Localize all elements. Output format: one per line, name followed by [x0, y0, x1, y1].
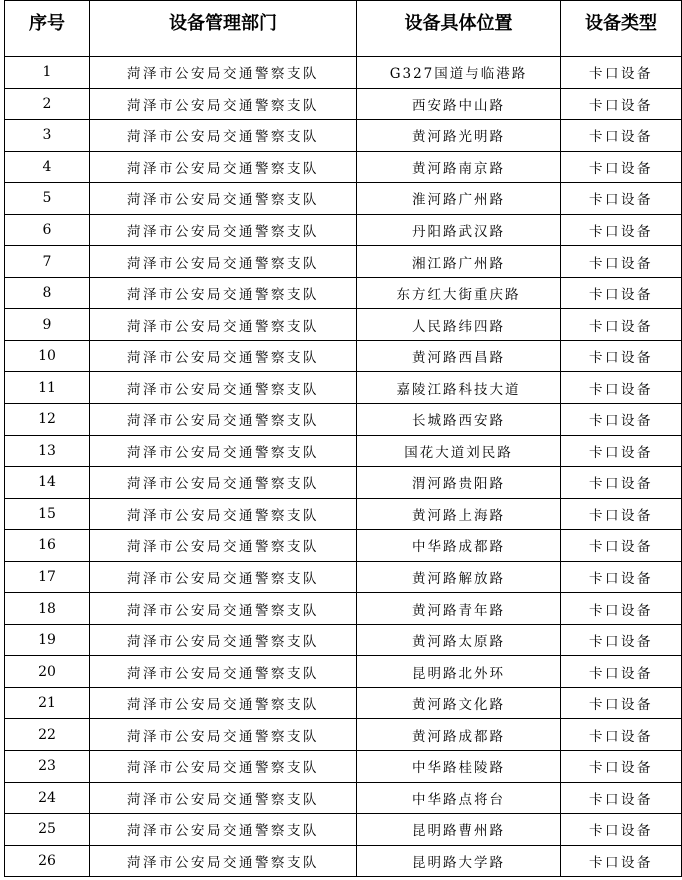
- cell-location: 湘江路广州路: [357, 246, 561, 278]
- table-row: [5, 624, 682, 656]
- cell-department: 菏泽市公安局交通警察支队: [90, 214, 357, 246]
- cell-location: 黄河路上海路: [357, 498, 561, 530]
- cell-department: 菏泽市公安局交通警察支队: [90, 530, 357, 562]
- cell-type: 卡口设备: [561, 309, 682, 341]
- cell-department: 菏泽市公安局交通警察支队: [90, 561, 357, 593]
- cell-no: 2: [5, 88, 90, 120]
- cell-type: 卡口设备: [561, 435, 682, 467]
- cell-department: 菏泽市公安局交通警察支队: [90, 404, 357, 436]
- table-row: [5, 593, 682, 625]
- cell-no: 11: [5, 372, 90, 404]
- cell-type: 卡口设备: [561, 372, 682, 404]
- table-row: [5, 435, 682, 467]
- cell-no: 20: [5, 656, 90, 688]
- cell-location: 渭河路贵阳路: [357, 467, 561, 499]
- header-location: 设备具体位置: [357, 1, 561, 57]
- cell-no: 9: [5, 309, 90, 341]
- cell-department: 菏泽市公安局交通警察支队: [90, 467, 357, 499]
- table-row: [5, 183, 682, 215]
- cell-department: 菏泽市公安局交通警察支队: [90, 624, 357, 656]
- table-row: [5, 656, 682, 688]
- cell-department: 菏泽市公安局交通警察支队: [90, 751, 357, 783]
- cell-location: 黄河路光明路: [357, 120, 561, 152]
- cell-no: 3: [5, 120, 90, 152]
- cell-type: 卡口设备: [561, 498, 682, 530]
- cell-location: 黄河路解放路: [357, 561, 561, 593]
- cell-location: 淮河路广州路: [357, 183, 561, 215]
- table-row: [5, 88, 682, 120]
- cell-location: 黄河路太原路: [357, 624, 561, 656]
- cell-location: 中华路成都路: [357, 530, 561, 562]
- cell-location: 黄河路青年路: [357, 593, 561, 625]
- cell-location: 东方红大街重庆路: [357, 277, 561, 309]
- table-row: [5, 687, 682, 719]
- table-row: [5, 57, 682, 89]
- cell-department: 菏泽市公安局交通警察支队: [90, 57, 357, 89]
- cell-no: 18: [5, 593, 90, 625]
- table-row: [5, 372, 682, 404]
- cell-location: G327国道与临港路: [357, 57, 561, 89]
- cell-no: 7: [5, 246, 90, 278]
- cell-department: 菏泽市公安局交通警察支队: [90, 340, 357, 372]
- cell-department: 菏泽市公安局交通警察支队: [90, 719, 357, 751]
- cell-department: 菏泽市公安局交通警察支队: [90, 246, 357, 278]
- cell-location: 长城路西安路: [357, 404, 561, 436]
- cell-no: 4: [5, 151, 90, 183]
- cell-no: 13: [5, 435, 90, 467]
- device-table: [4, 0, 682, 877]
- cell-department: 菏泽市公安局交通警察支队: [90, 782, 357, 814]
- table-row: [5, 719, 682, 751]
- table-row: [5, 340, 682, 372]
- cell-type: 卡口设备: [561, 467, 682, 499]
- cell-location: 昆明路大学路: [357, 845, 561, 877]
- cell-type: 卡口设备: [561, 214, 682, 246]
- cell-department: 菏泽市公安局交通警察支队: [90, 498, 357, 530]
- table-row: [5, 214, 682, 246]
- table-row: [5, 120, 682, 152]
- cell-no: 26: [5, 845, 90, 877]
- cell-department: 菏泽市公安局交通警察支队: [90, 277, 357, 309]
- cell-location: 中华路桂陵路: [357, 751, 561, 783]
- cell-location: 嘉陵江路科技大道: [357, 372, 561, 404]
- cell-no: 10: [5, 340, 90, 372]
- table-row: [5, 845, 682, 877]
- table-row: [5, 246, 682, 278]
- cell-no: 15: [5, 498, 90, 530]
- cell-location: 人民路纬四路: [357, 309, 561, 341]
- cell-type: 卡口设备: [561, 530, 682, 562]
- table-body: [5, 57, 682, 877]
- cell-type: 卡口设备: [561, 593, 682, 625]
- cell-department: 菏泽市公安局交通警察支队: [90, 814, 357, 846]
- table-row: [5, 751, 682, 783]
- cell-department: 菏泽市公安局交通警察支队: [90, 372, 357, 404]
- cell-no: 12: [5, 404, 90, 436]
- cell-type: 卡口设备: [561, 845, 682, 877]
- table-row: [5, 498, 682, 530]
- cell-no: 14: [5, 467, 90, 499]
- cell-type: 卡口设备: [561, 719, 682, 751]
- cell-department: 菏泽市公安局交通警察支队: [90, 593, 357, 625]
- cell-type: 卡口设备: [561, 656, 682, 688]
- cell-department: 菏泽市公安局交通警察支队: [90, 151, 357, 183]
- cell-no: 25: [5, 814, 90, 846]
- table-row: [5, 530, 682, 562]
- cell-no: 8: [5, 277, 90, 309]
- table-row: [5, 151, 682, 183]
- cell-type: 卡口设备: [561, 814, 682, 846]
- table-row: [5, 277, 682, 309]
- cell-no: 22: [5, 719, 90, 751]
- cell-type: 卡口设备: [561, 277, 682, 309]
- cell-type: 卡口设备: [561, 183, 682, 215]
- cell-no: 17: [5, 561, 90, 593]
- cell-location: 昆明路曹州路: [357, 814, 561, 846]
- cell-type: 卡口设备: [561, 57, 682, 89]
- cell-type: 卡口设备: [561, 151, 682, 183]
- cell-department: 菏泽市公安局交通警察支队: [90, 656, 357, 688]
- header-row: [5, 1, 682, 57]
- table-header: [5, 1, 682, 57]
- cell-type: 卡口设备: [561, 561, 682, 593]
- cell-no: 23: [5, 751, 90, 783]
- cell-department: 菏泽市公安局交通警察支队: [90, 435, 357, 467]
- cell-location: 丹阳路武汉路: [357, 214, 561, 246]
- cell-type: 卡口设备: [561, 404, 682, 436]
- cell-no: 1: [5, 57, 90, 89]
- cell-department: 菏泽市公安局交通警察支队: [90, 183, 357, 215]
- table-row: [5, 814, 682, 846]
- cell-department: 菏泽市公安局交通警察支队: [90, 88, 357, 120]
- cell-location: 西安路中山路: [357, 88, 561, 120]
- cell-no: 16: [5, 530, 90, 562]
- cell-no: 19: [5, 624, 90, 656]
- table-row: [5, 309, 682, 341]
- cell-type: 卡口设备: [561, 88, 682, 120]
- cell-department: 菏泽市公安局交通警察支队: [90, 845, 357, 877]
- cell-location: 中华路点将台: [357, 782, 561, 814]
- table-row: [5, 561, 682, 593]
- table-row: [5, 467, 682, 499]
- cell-no: 21: [5, 687, 90, 719]
- cell-location: 黄河路文化路: [357, 687, 561, 719]
- cell-location: 黄河路成都路: [357, 719, 561, 751]
- cell-type: 卡口设备: [561, 687, 682, 719]
- header-department: 设备管理部门: [90, 1, 357, 57]
- cell-type: 卡口设备: [561, 340, 682, 372]
- header-type: 设备类型: [561, 1, 682, 57]
- cell-type: 卡口设备: [561, 782, 682, 814]
- cell-location: 黄河路西昌路: [357, 340, 561, 372]
- cell-no: 24: [5, 782, 90, 814]
- cell-department: 菏泽市公安局交通警察支队: [90, 687, 357, 719]
- cell-type: 卡口设备: [561, 246, 682, 278]
- header-no: 序号: [5, 1, 90, 57]
- cell-location: 国花大道刘民路: [357, 435, 561, 467]
- cell-department: 菏泽市公安局交通警察支队: [90, 120, 357, 152]
- cell-type: 卡口设备: [561, 624, 682, 656]
- cell-type: 卡口设备: [561, 120, 682, 152]
- cell-location: 昆明路北外环: [357, 656, 561, 688]
- cell-no: 6: [5, 214, 90, 246]
- table-row: [5, 404, 682, 436]
- table-row: [5, 782, 682, 814]
- cell-department: 菏泽市公安局交通警察支队: [90, 309, 357, 341]
- cell-location: 黄河路南京路: [357, 151, 561, 183]
- cell-type: 卡口设备: [561, 751, 682, 783]
- cell-no: 5: [5, 183, 90, 215]
